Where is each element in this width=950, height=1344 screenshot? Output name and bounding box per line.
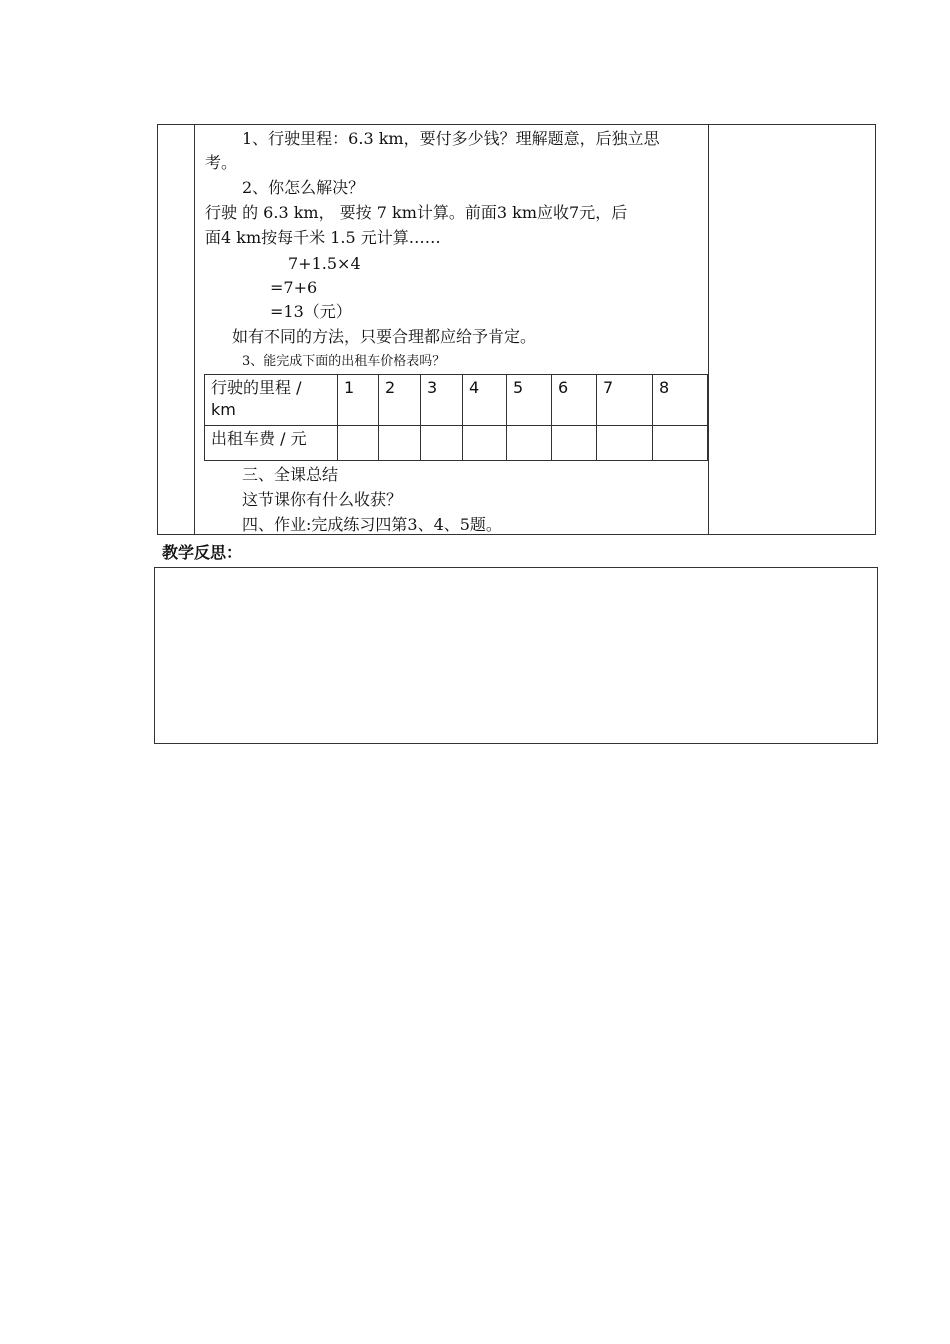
fare-cell <box>421 425 463 460</box>
mileage-cell: 7 <box>597 375 653 426</box>
fare-cell <box>653 425 708 460</box>
calc-line-3: =13（元） <box>270 302 352 321</box>
mileage-cell: 2 <box>379 375 421 426</box>
mileage-cell: 6 <box>552 375 597 426</box>
mileage-cell: 8 <box>653 375 708 426</box>
fare-cell <box>463 425 507 460</box>
fare-row <box>205 425 708 460</box>
taxi-price-table <box>204 374 708 461</box>
reflection-box <box>154 567 878 744</box>
lesson-line-3: 2、你怎么解决？ <box>242 178 365 197</box>
homework-line: 四、作业:完成练习四第3、4、5题。 <box>242 515 502 534</box>
fare-label: 出租车费 / 元 <box>205 425 338 460</box>
calc-line-1: 7+1.5×4 <box>288 254 361 273</box>
lesson-line-4: 行驶 的 6.3 km， 要按 7 km计算。前面3 km应收7元，后 <box>205 203 628 222</box>
lesson-line-1: 1、行驶里程：6.3 km，要付多少钱？理解题意，后独立思 <box>242 129 660 148</box>
summary-question: 这节课你有什么收获？ <box>242 490 403 509</box>
mileage-cell: 5 <box>507 375 552 426</box>
fare-cell <box>338 425 379 460</box>
calc-line-2: =7+6 <box>270 278 318 297</box>
mileage-cell: 3 <box>421 375 463 426</box>
mileage-cell: 1 <box>338 375 379 426</box>
mileage-cell: 4 <box>463 375 507 426</box>
fare-cell <box>379 425 421 460</box>
mileage-label: 行驶的里程 / km <box>205 375 338 426</box>
summary-heading: 三、全课总结 <box>242 465 339 484</box>
fare-cell <box>597 425 653 460</box>
reflection-title: 教学反思： <box>162 543 243 562</box>
lesson-line-9: 如有不同的方法，只要合理都应给予肯定。 <box>232 327 537 346</box>
fare-cell <box>507 425 552 460</box>
mileage-row <box>205 375 708 426</box>
lesson-line-5: 面4 km按每千米 1.5 元计算…… <box>205 228 441 247</box>
fare-cell <box>552 425 597 460</box>
left-column <box>158 125 195 534</box>
right-column <box>708 125 877 534</box>
lesson-line-10: 3、能完成下面的出租车价格表吗？ <box>242 354 446 369</box>
lesson-line-2: 考。 <box>205 153 238 172</box>
